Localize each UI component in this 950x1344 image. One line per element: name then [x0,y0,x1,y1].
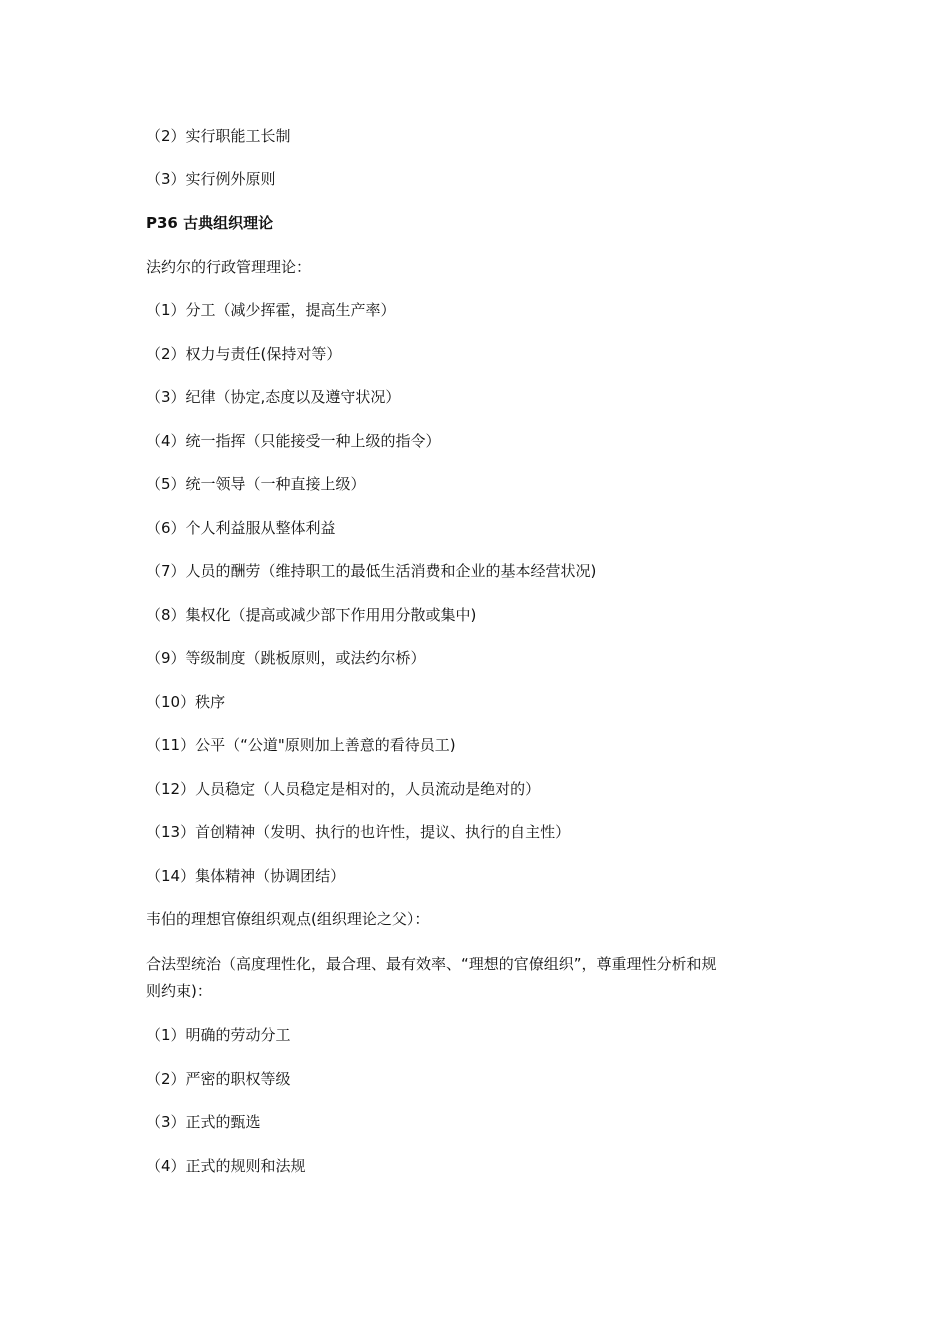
fayol-item: （11）公平（“公道"原则加上善意的看待员工) [146,736,456,754]
fayol-item: （1）分工（减少挥霍，提高生产率） [146,301,396,319]
fayol-item: （7）人员的酬劳（维持职工的最低生活消费和企业的基本经营状况) [146,562,597,580]
weber-item: （1）明确的劳动分工 [146,1026,291,1044]
fayol-item: （10）秩序 [146,693,226,711]
fayol-item: （12）人员稳定（人员稳定是相对的，人员流动是绝对的） [146,780,541,798]
intro-line: （3）实行例外原则 [146,170,276,188]
fayol-item: （6）个人利益服从整体利益 [146,519,336,537]
weber-paragraph-line: 则约束)： [146,982,212,1000]
intro-line: （2）实行职能工长制 [146,127,291,145]
weber-item: （2）严密的职权等级 [146,1070,291,1088]
fayol-item: （5）统一领导（一种直接上级） [146,475,366,493]
fayol-item: （14）集体精神（协调团结） [146,867,346,885]
fayol-item: （9）等级制度（跳板原则，或法约尔桥） [146,649,426,667]
section-heading: P36 古典组织理论 [146,214,274,232]
fayol-item: （8）集权化（提高或减少部下作用用分散或集中) [146,606,477,624]
fayol-item: （3）纪律（协定,态度以及遵守状况） [146,388,401,406]
fayol-item: （4）统一指挥（只能接受一种上级的指令） [146,432,441,450]
fayol-item: （2）权力与责任(保持对等） [146,345,342,363]
weber-item: （4）正式的规则和法规 [146,1157,306,1175]
weber-item: （3）正式的甄选 [146,1113,261,1131]
weber-paragraph-line: 合法型统治（高度理性化，最合理、最有效率、“理想的官僚组织”，尊重理性分析和规 [146,955,717,973]
weber-title: 韦伯的理想官僚组织观点(组织理论之父）： [146,910,430,928]
fayol-title: 法约尔的行政管理理论： [146,258,312,276]
fayol-item: （13）首创精神（发明、执行的也许性，提议、执行的自主性） [146,823,571,841]
